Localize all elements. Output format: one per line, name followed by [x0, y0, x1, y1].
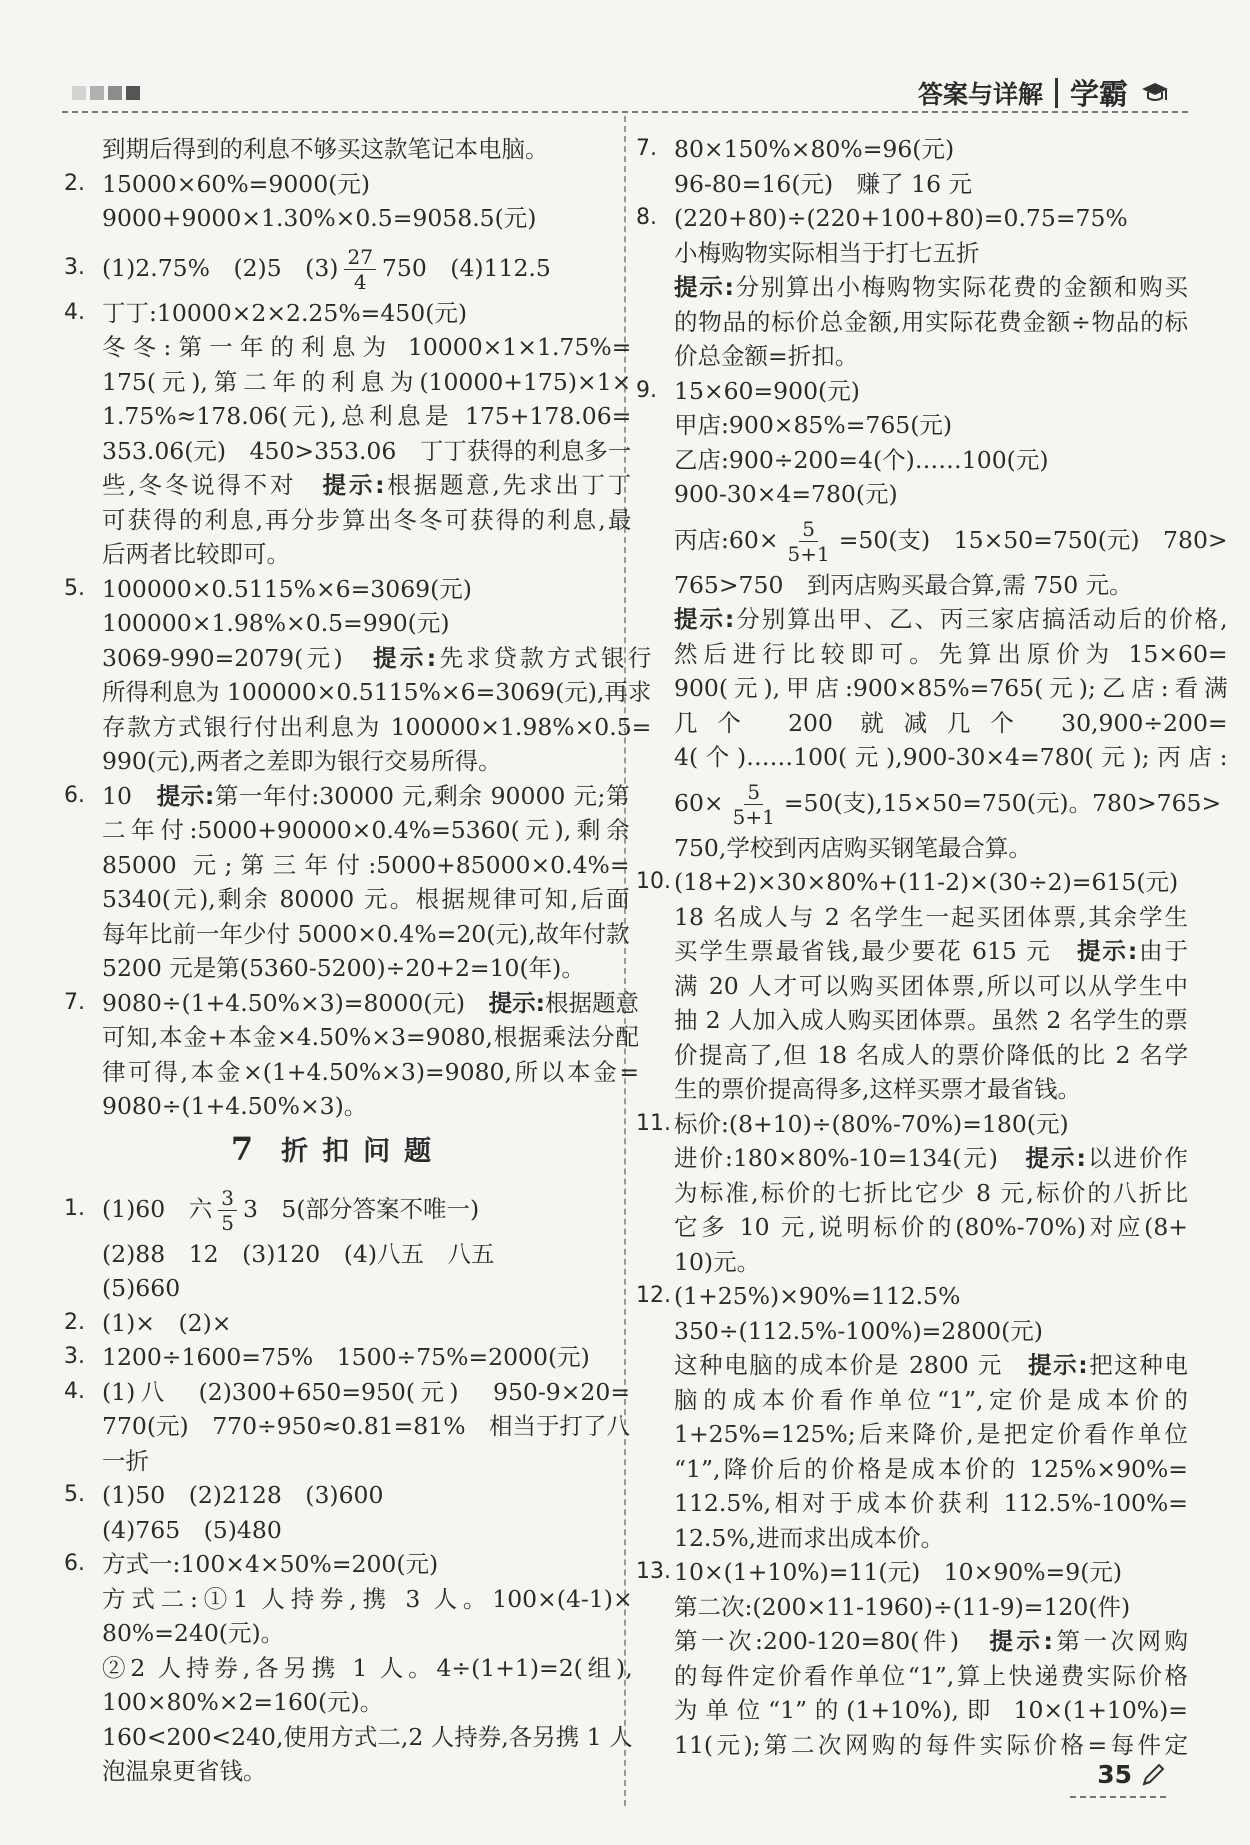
item-number: 2.: [64, 1309, 85, 1335]
text-line: 1200÷1600=75% 1500÷75%=2000(元): [102, 1343, 590, 1371]
left-column: [64, 132, 652, 1789]
pencil-icon: [1140, 1762, 1166, 1788]
text-line: 为标准,标价的七折比它少 8 元,标价的八折比: [674, 1178, 1188, 1207]
text-line: [102, 1181, 612, 1237]
text-segment: 进价:180×80%-10=134(元): [674, 1144, 1026, 1172]
section-title: [64, 1130, 612, 1171]
text-line: [102, 986, 639, 1021]
text-line: [674, 1348, 1188, 1383]
text-line: 的物品的标价总金额,用实际花费金额÷物品的标: [674, 307, 1188, 336]
answer-item-3: [64, 240, 612, 296]
answer-item-7: [64, 986, 640, 1124]
item-number: 8.: [636, 205, 657, 230]
fraction-numerator: 5: [744, 780, 763, 805]
text-segment: 由于: [1137, 937, 1189, 965]
item-number: 7.: [64, 989, 85, 1015]
hint-label: 提示:: [989, 1627, 1053, 1655]
text-line: 350÷(112.5%-100%)=2800(元): [674, 1316, 1043, 1345]
text-line: 1.75%≈178.06(元),总利息是 175+178.06=: [102, 402, 632, 430]
text-line: (2)88 12 (3)120 (4)八五 八五: [102, 1239, 495, 1268]
item-number: 6.: [64, 782, 85, 808]
discount-item-2: [64, 1306, 612, 1341]
item-number: 5.: [64, 1482, 85, 1507]
text-line: 9080÷(1+4.50%×3)。: [102, 1092, 368, 1120]
text-segment: 第一次网购: [1052, 1627, 1189, 1655]
item-number: 2.: [64, 170, 85, 196]
discount-item-9: [636, 374, 1228, 866]
text-line: 可知,本金+本金×4.50%×3=9080,根据乘法分配: [102, 1023, 640, 1051]
section-number: 7: [230, 1129, 268, 1168]
text-line: 所得利息为 100000×0.5115%×6=3069(元),再求: [102, 678, 652, 706]
text-line: 5340(元),剩余 80000 元。根据规律可知,后面: [102, 885, 630, 913]
text-line: [102, 779, 630, 814]
item-number: 9.: [636, 377, 657, 403]
item-number: 10.: [636, 869, 671, 894]
text-line: 900(元),甲店:900×85%=765(元);乙店:看满: [674, 674, 1228, 702]
text-line: 900-30×4=780(元): [674, 480, 898, 508]
header-rule: [62, 111, 1188, 113]
item-number: 6.: [64, 1551, 85, 1576]
fraction: [730, 780, 778, 829]
discount-item-13: [636, 1555, 1188, 1762]
text-line: 价提高了,但 18 名成人的票价降低的比 2 名学: [674, 1040, 1188, 1069]
text-segment: =50(支),15×50=750(元)。780>765>: [783, 788, 1222, 817]
text-line: 100000×0.5115%×6=3069(元): [102, 574, 472, 603]
text-line: (1)八 (2)300+650=950(元) 950-9×20=: [102, 1377, 631, 1406]
hint-label: 提示:: [156, 781, 215, 810]
fraction-denominator: 5+1: [732, 804, 775, 829]
text-line: 为单位“1”的(1+10%),即 10×(1+10%)=: [674, 1696, 1188, 1724]
header-block: [126, 86, 140, 100]
text-line: 12.5%,进而求出成本价。: [674, 1523, 945, 1552]
header-block: [108, 86, 122, 100]
text-line: [674, 602, 1228, 637]
text-line: 18 名成人与 2 名学生一起买团体票,其余学生: [674, 902, 1188, 931]
text-segment: 把这种电: [1087, 1351, 1188, 1379]
text-line: 15000×60%=9000(元): [102, 169, 371, 198]
discount-item-12: [636, 1279, 1188, 1555]
text-line: 4(个)……100(元),900-30×4=780(元);丙店:: [674, 743, 1228, 771]
text-line: (220+80)÷(220+100+80)=0.75=75%: [674, 204, 1128, 232]
text-line: 160<200<240,使用方式二,2 人持券,各另携 1 人: [102, 1722, 633, 1751]
text-line: 小梅购物实际相当于打七五折: [674, 238, 980, 267]
text-line: [674, 775, 1228, 831]
text-line: 11(元);第二次网购的每件实际价格=每件定: [674, 1730, 1188, 1759]
text-line: 然后进行比较即可。先算出原价为 15×60=: [674, 639, 1228, 668]
header-block: [72, 86, 86, 100]
text-line: 770(元) 770÷950≈0.81=81% 相当于打了八: [102, 1412, 631, 1440]
text-segment: 第一年付:30000 元,剩余 90000 元;第: [214, 781, 630, 810]
item-number: 5.: [64, 575, 85, 601]
header-block: [90, 86, 104, 100]
text-segment: 60×: [674, 788, 724, 817]
item-number: 4.: [64, 299, 85, 325]
text-line: 100000×1.98%×0.5=990(元): [102, 609, 450, 637]
text-line: 几个 200 就减几个 30,900÷200=: [674, 708, 1228, 737]
fraction: [344, 245, 375, 294]
answer-item-5: [64, 572, 652, 779]
text-line: 抽 2 人加入成人购买团体票。虽然 2 名学生的票: [674, 1006, 1188, 1034]
text-line: 生的票价提高得多,这样买票才最省钱。: [674, 1075, 1081, 1103]
text-line: 85000 元;第三年付:5000+85000×0.4%=: [102, 850, 630, 879]
text-line: 每年比前一年少付 5000×0.4%=20(元),故年付款: [102, 919, 630, 948]
text-line: 353.06(元) 450>353.06 丁丁获得的利息多一: [102, 436, 632, 465]
text-line: 一折: [102, 1446, 149, 1475]
text-segment: (1)2.75% (2)5 (3): [102, 253, 339, 282]
text-segment: 这种电脑的成本价是 2800 元: [674, 1351, 1029, 1379]
item-number: 7.: [636, 136, 657, 161]
discount-item-1: [64, 1181, 612, 1306]
right-column: [636, 132, 1228, 1762]
text-line: 乙店:900÷200=4(个)……100(元): [674, 445, 1049, 474]
text-line: 9000+9000×1.30%×0.5=9058.5(元): [102, 204, 537, 232]
answer-item-4: [64, 296, 632, 572]
page-header: [0, 0, 1250, 112]
text-line: 112.5%,相对于成本价获利 112.5%-100%=: [674, 1489, 1188, 1517]
item-number: 1.: [64, 1195, 85, 1221]
text-line: 泡温泉更省钱。: [102, 1757, 267, 1785]
section-heading: 折扣问题: [281, 1135, 446, 1167]
text-segment: 根据题意,先求出丁丁: [384, 471, 632, 499]
discount-item-4: [64, 1375, 631, 1479]
item-number: 3.: [64, 254, 85, 280]
header-title: 答案与详解: [917, 79, 1043, 109]
fraction: [785, 517, 833, 566]
text-line: 5200 元是第(5360-5200)÷20+2=10(年)。: [102, 954, 585, 982]
text-line: (1+25%)×90%=112.5%: [674, 1282, 961, 1310]
text-line: 80%=240(元)。: [102, 1619, 285, 1647]
hint-label: 提示:: [1077, 937, 1138, 965]
discount-item-10: [636, 865, 1188, 1107]
text-segment: 些,冬冬说得不对: [102, 471, 323, 499]
fraction-denominator: 5+1: [787, 541, 830, 566]
item-number: 11.: [636, 1110, 671, 1136]
text-line: [102, 240, 612, 296]
graduation-cap-icon: [1140, 80, 1170, 106]
discount-item-8: [636, 201, 1188, 374]
fraction-denominator: 5: [221, 1210, 234, 1235]
text-line: (18+2)×30×80%+(11-2)×(30÷2)=615(元): [674, 868, 1179, 896]
hint-label: 提示:: [322, 471, 385, 499]
text-segment: 以进价作: [1085, 1144, 1189, 1172]
text-line: 后两者比较即可。: [102, 540, 290, 568]
page-number-group: [1097, 1760, 1166, 1789]
text-segment: 750 (4)112.5: [381, 253, 551, 282]
text-line: 二年付:5000+90000×0.4%=5360(元),剩余: [102, 816, 630, 844]
text-line: 存款方式银行付出利息为 100000×1.98%×0.5=: [102, 712, 652, 741]
hint-label: 提示:: [373, 643, 437, 672]
footer-rule: [1070, 1796, 1166, 1798]
discount-item-7: [636, 132, 1188, 201]
text-segment: 先求贷款方式银行: [436, 643, 652, 672]
text-line: 15×60=900(元): [674, 376, 860, 405]
text-line: [674, 934, 1188, 969]
hint-label: 提示:: [1028, 1351, 1088, 1379]
text-line: 甲店:900×85%=765(元): [674, 411, 953, 439]
text-segment: 分别算出甲、乙、丙三家店搞活动后的价格,: [734, 605, 1228, 633]
discount-item-11: [636, 1107, 1188, 1280]
text-line: [102, 468, 631, 503]
text-line: 方式二:①1 人持券,携 3 人。100×(4-1)×: [102, 1584, 633, 1613]
item-number: 4.: [64, 1378, 85, 1404]
header-decoration: [72, 86, 140, 100]
item-number: 3.: [64, 1344, 85, 1369]
text-line: [674, 512, 1228, 568]
text-line: [102, 641, 651, 676]
text-line: 丁丁:10000×2×2.25%=450(元): [102, 298, 468, 327]
item-number: 12.: [636, 1283, 671, 1308]
text-line: 990(元),两者之差即为银行交易所得。: [102, 747, 502, 775]
fraction: [218, 1186, 237, 1235]
answer-item-6: [64, 779, 630, 986]
text-line: 175(元),第二年的利息为(10000+175)×1×: [102, 367, 632, 396]
header-title-group: [918, 72, 1170, 113]
text-line: 100×80%×2=160(元)。: [102, 1688, 384, 1716]
text-line: (4)765 (5)480: [102, 1515, 282, 1544]
text-line: ②2 人持券,各另携 1 人。4÷(1+1)=2(组),: [102, 1653, 633, 1682]
text-segment: 分别算出小梅购物实际花费的金额和购买: [733, 273, 1188, 301]
text-segment: 丙店:60×: [674, 525, 779, 554]
text-segment: 9080÷(1+4.50%×3)=8000(元): [102, 988, 489, 1017]
text-segment: 3069-990=2079(元): [102, 643, 374, 672]
text-line: [674, 1141, 1188, 1176]
text-segment: 根据题意: [545, 988, 640, 1017]
text-line: 96-80=16(元) 赚了 16 元: [674, 169, 973, 198]
text-line: “1”,降价后的价格是成本价的 125%×90%=: [674, 1454, 1188, 1483]
discount-item-5: [64, 1478, 612, 1547]
text-line: 750,学校到丙店购买钢笔最合算。: [674, 833, 1032, 862]
text-line: 脑的成本价看作单位“1”,定价是成本价的: [674, 1385, 1188, 1414]
answer-continuation: [64, 132, 612, 167]
hint-label: 提示:: [674, 605, 735, 633]
text-line: 10×(1+10%)=11(元) 10×90%=9(元): [674, 1558, 1123, 1586]
brand-logo: 学霸: [1069, 77, 1128, 111]
text-line: [674, 1624, 1188, 1659]
text-line: 的每件定价看作单位“1”,算上快递费实际价格: [674, 1661, 1188, 1690]
text-line: 765>750 到丙店购买最合算,需 750 元。: [674, 570, 1133, 599]
text-segment: 第一次:200-120=80(件): [674, 1627, 990, 1655]
text-line: 10)元。: [674, 1247, 761, 1276]
fraction-numerator: 27: [344, 245, 375, 270]
text-line: 满 20 人才可以购买团体票,所以可以从学生中: [674, 971, 1188, 1000]
text-line: 冬冬:第一年的利息为 10000×1×1.75%=: [102, 333, 632, 361]
text-line: 方式一:100×4×50%=200(元): [102, 1550, 439, 1578]
hint-label: 提示:: [1025, 1144, 1086, 1172]
text-line: 第二次:(200×11-1960)÷(11-9)=120(件): [674, 1592, 1131, 1621]
text-line: (5)660: [102, 1274, 181, 1302]
page-number: 35: [1097, 1760, 1132, 1789]
text-segment: 买学生票最省钱,最少要花 615 元: [674, 937, 1078, 965]
header-separator: [1055, 78, 1058, 108]
text-line: 标价:(8+10)÷(80%-70%)=180(元): [674, 1109, 1069, 1138]
text-segment: =50(支) 15×50=750(元) 780>: [838, 525, 1228, 554]
text-line: (1)50 (2)2128 (3)600: [102, 1481, 384, 1509]
text-line: 可获得的利息,再分步算出冬冬可获得的利息,最: [102, 505, 632, 534]
text-line: 1+25%=125%;后来降价,是把定价看作单位: [674, 1420, 1188, 1448]
fraction-denominator: 4: [353, 269, 367, 294]
text-line: 它多 10 元,说明标价的(80%-70%)对应(8+: [674, 1213, 1188, 1241]
hint-label: 提示:: [674, 273, 734, 301]
text-line: 到期后得到的利息不够买这款笔记本电脑。: [102, 135, 549, 163]
text-line: 80×150%×80%=96(元): [674, 135, 955, 163]
text-line: 律可得,本金×(1+4.50%×3)=9080,所以本金=: [102, 1057, 640, 1086]
item-number: 13.: [636, 1559, 671, 1584]
text-segment: (1)60 六: [102, 1194, 213, 1223]
text-line: 价总金额=折扣。: [674, 342, 859, 370]
discount-item-6: [64, 1547, 633, 1789]
text-line: [674, 270, 1188, 305]
fraction-numerator: 5: [799, 517, 818, 542]
answer-item-2: [64, 167, 612, 236]
hint-label: 提示:: [488, 988, 546, 1017]
text-segment: 10: [102, 781, 157, 810]
fraction-numerator: 3: [218, 1186, 237, 1211]
text-line: (1)× (2)×: [102, 1308, 232, 1337]
text-segment: 3 5(部分答案不唯一): [242, 1194, 480, 1223]
discount-item-3: [64, 1340, 612, 1375]
